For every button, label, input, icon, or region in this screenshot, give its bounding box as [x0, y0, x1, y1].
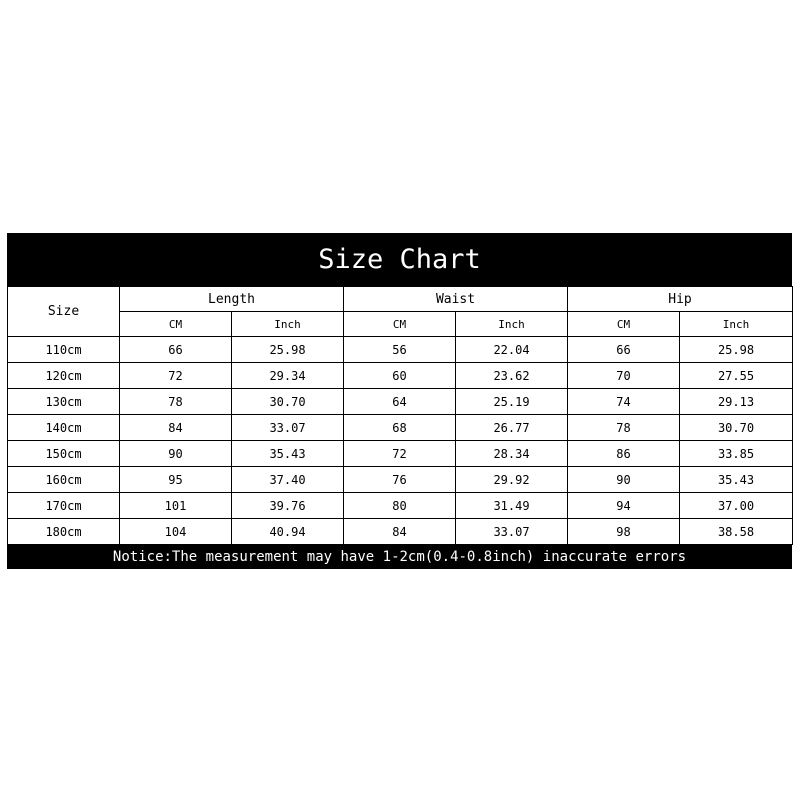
length-cm-cell: 84 — [120, 415, 232, 441]
hip-cm-cell: 90 — [568, 467, 680, 493]
hip-inch-cell: 29.13 — [680, 389, 793, 415]
table-row — [8, 389, 793, 415]
hip-cm-header: CM — [568, 312, 680, 337]
waist-cm-cell: 84 — [344, 519, 456, 545]
size-chart — [7, 233, 792, 569]
waist-cm-cell: 80 — [344, 493, 456, 519]
length-inch-header: Inch — [232, 312, 344, 337]
table-row — [8, 415, 793, 441]
waist-cm-cell: 68 — [344, 415, 456, 441]
size-cell: 150cm — [8, 441, 120, 467]
table-row — [8, 519, 793, 545]
hip-cm-cell: 78 — [568, 415, 680, 441]
length-group-header: Length — [120, 287, 344, 312]
waist-inch-cell: 28.34 — [456, 441, 568, 467]
hip-cm-cell: 70 — [568, 363, 680, 389]
length-inch-cell: 40.94 — [232, 519, 344, 545]
size-cell: 140cm — [8, 415, 120, 441]
hip-cm-cell: 86 — [568, 441, 680, 467]
waist-cm-cell: 56 — [344, 337, 456, 363]
waist-cm-cell: 76 — [344, 467, 456, 493]
size-cell: 180cm — [8, 519, 120, 545]
hip-inch-cell: 30.70 — [680, 415, 793, 441]
length-inch-cell: 39.76 — [232, 493, 344, 519]
waist-inch-cell: 31.49 — [456, 493, 568, 519]
hip-cm-cell: 66 — [568, 337, 680, 363]
group-header-row — [8, 287, 793, 312]
length-cm-cell: 66 — [120, 337, 232, 363]
size-table — [7, 286, 793, 545]
waist-cm-cell: 64 — [344, 389, 456, 415]
table-row — [8, 493, 793, 519]
hip-inch-cell: 37.00 — [680, 493, 793, 519]
length-inch-cell: 30.70 — [232, 389, 344, 415]
hip-inch-cell: 27.55 — [680, 363, 793, 389]
length-cm-header: CM — [120, 312, 232, 337]
length-inch-cell: 25.98 — [232, 337, 344, 363]
waist-cm-cell: 72 — [344, 441, 456, 467]
waist-inch-cell: 23.62 — [456, 363, 568, 389]
hip-inch-header: Inch — [680, 312, 793, 337]
hip-inch-cell: 33.85 — [680, 441, 793, 467]
table-row — [8, 467, 793, 493]
table-row — [8, 441, 793, 467]
table-row — [8, 363, 793, 389]
size-cell: 170cm — [8, 493, 120, 519]
hip-cm-cell: 98 — [568, 519, 680, 545]
size-cell: 160cm — [8, 467, 120, 493]
length-cm-cell: 72 — [120, 363, 232, 389]
hip-inch-cell: 25.98 — [680, 337, 793, 363]
hip-inch-cell: 38.58 — [680, 519, 793, 545]
length-inch-cell: 33.07 — [232, 415, 344, 441]
hip-cm-cell: 94 — [568, 493, 680, 519]
length-cm-cell: 104 — [120, 519, 232, 545]
size-cell: 130cm — [8, 389, 120, 415]
waist-inch-cell: 25.19 — [456, 389, 568, 415]
unit-header-row — [8, 312, 793, 337]
waist-cm-header: CM — [344, 312, 456, 337]
waist-inch-header: Inch — [456, 312, 568, 337]
length-cm-cell: 95 — [120, 467, 232, 493]
size-column-header: Size — [8, 287, 120, 337]
waist-inch-cell: 26.77 — [456, 415, 568, 441]
notice-bar: Notice:The measurement may have 1-2cm(0.4-0.8inch) inaccurate errors — [7, 545, 792, 569]
length-inch-cell: 37.40 — [232, 467, 344, 493]
hip-cm-cell: 74 — [568, 389, 680, 415]
length-inch-cell: 29.34 — [232, 363, 344, 389]
waist-inch-cell: 29.92 — [456, 467, 568, 493]
waist-cm-cell: 60 — [344, 363, 456, 389]
hip-inch-cell: 35.43 — [680, 467, 793, 493]
size-cell: 110cm — [8, 337, 120, 363]
size-cell: 120cm — [8, 363, 120, 389]
length-cm-cell: 101 — [120, 493, 232, 519]
chart-title: Size Chart — [7, 233, 792, 286]
waist-inch-cell: 22.04 — [456, 337, 568, 363]
length-inch-cell: 35.43 — [232, 441, 344, 467]
waist-group-header: Waist — [344, 287, 568, 312]
length-cm-cell: 78 — [120, 389, 232, 415]
length-cm-cell: 90 — [120, 441, 232, 467]
hip-group-header: Hip — [568, 287, 793, 312]
table-row — [8, 337, 793, 363]
waist-inch-cell: 33.07 — [456, 519, 568, 545]
